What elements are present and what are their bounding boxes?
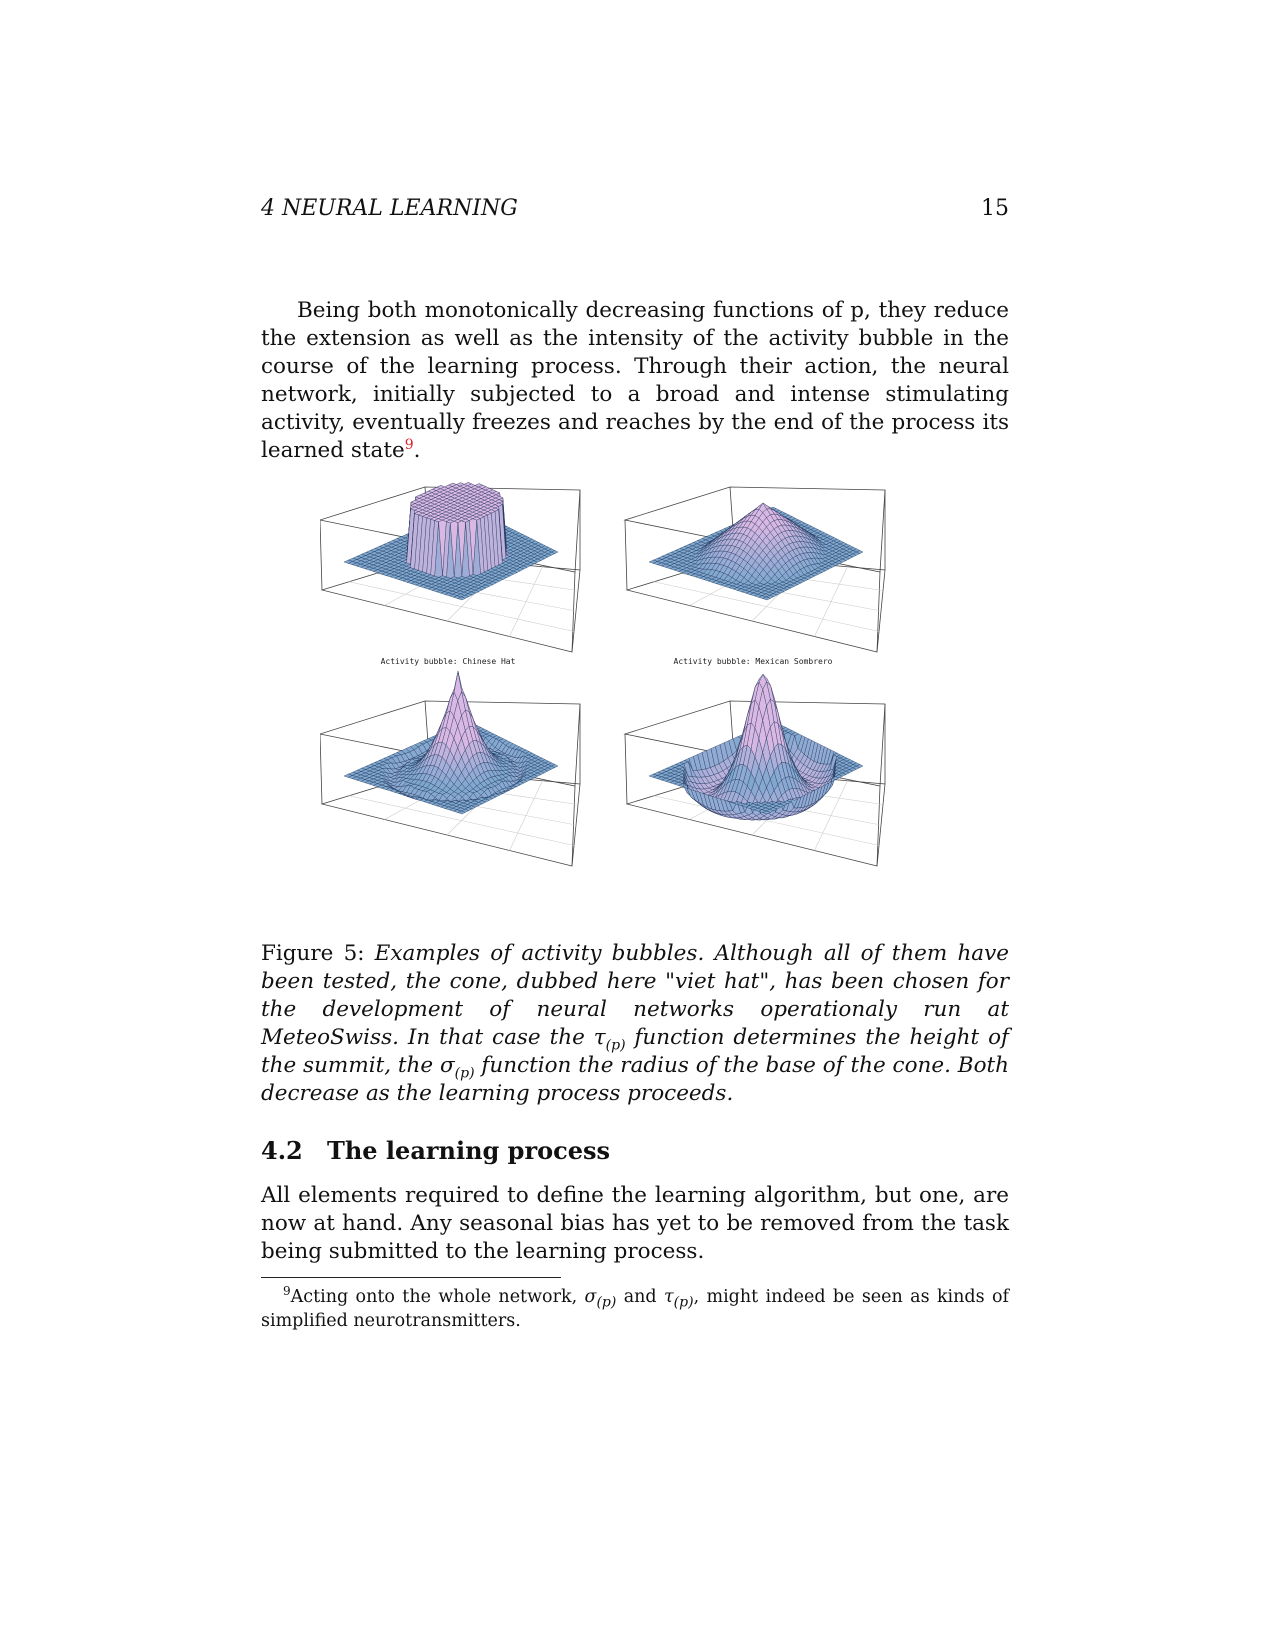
activity-bubble-plots <box>320 462 960 902</box>
plot-floor-grid <box>815 567 848 637</box>
plot-box-edge <box>625 520 627 590</box>
section-heading <box>261 1136 1009 1165</box>
footnote-tau: τ <box>663 1287 674 1307</box>
plot-floor-grid <box>510 567 543 637</box>
caption-text-3: function the radius of the base of the cone. Both decrease as the learning process proceeds. <box>261 1053 1009 1106</box>
intro-text: Being both monotonically decreasing functions of p, they reduce the extension as well as the intensity of the activity bubble in the course of the learning process. Through their action, the neural network, initially subjected to a broad and intense stimulating activity, eventually freezes and reaches by the end of the process its learned state <box>261 298 1009 463</box>
running-header <box>261 196 1009 221</box>
figure-5 <box>320 462 960 902</box>
caption-label: Figure 5: <box>261 941 365 966</box>
caption-text-2: function determines the height of the summit, the <box>261 1025 1009 1078</box>
plot-surface <box>344 482 558 600</box>
plot-panel-4 <box>625 657 885 866</box>
caption-text-1: Examples of activity bubbles. Although all of them have been tested, the cone, dubbed here "viet hat", has been chosen for the development of neural networks operationaly run at MeteoSwiss. In that case the <box>261 941 1009 1050</box>
footnote-mark: 9 <box>283 1284 291 1299</box>
section-paragraph: All elements required to define the learning algorithm, but one, are now at hand. Any seasonal bias has yet to be removed from the task being submitted to the learning process. <box>261 1183 1009 1264</box>
plot-floor-grid <box>510 781 543 851</box>
plot-title: Activity bubble: Chinese Hat <box>380 657 516 666</box>
footnote-reference[interactable]: 9 <box>404 436 414 453</box>
caption-sub-p: (p) <box>605 1037 626 1054</box>
page-number: 15 <box>981 196 1009 221</box>
plot-surface <box>649 503 863 600</box>
section-number: 4.2 <box>261 1136 303 1165</box>
caption-sigma: σ <box>439 1053 455 1078</box>
footnote-text-3: , might indeed be seen as kinds of simplified neurotransmitters. <box>261 1287 1009 1331</box>
plot-panel-3 <box>320 657 580 866</box>
plot-surface <box>649 674 863 820</box>
footnote-sub-p: (p) <box>596 1294 617 1311</box>
footnote <box>261 1285 1009 1333</box>
plot-box-edge <box>320 734 322 804</box>
section-title: The learning process <box>327 1136 611 1165</box>
plot-panel-2 <box>625 462 885 652</box>
plot-box-edge <box>320 520 322 590</box>
footnote-sub-p-2: (p) <box>673 1294 694 1311</box>
footnote-sigma: σ <box>584 1287 597 1307</box>
footnote-text-1: Acting onto the whole network, <box>290 1287 585 1307</box>
footnote-text-2: and <box>616 1287 664 1307</box>
plot-box-edge <box>625 734 627 804</box>
intro-paragraph <box>261 297 1009 465</box>
intro-end: . <box>413 438 421 463</box>
figure-caption <box>261 940 1009 1108</box>
plot-surface <box>344 671 558 814</box>
plot-panel-1 <box>320 462 580 652</box>
footnote-rule <box>261 1277 561 1278</box>
chapter-title: 4 NEURAL LEARNING <box>261 196 518 221</box>
caption-tau: τ <box>593 1025 606 1050</box>
caption-sub-p-2: (p) <box>454 1065 475 1082</box>
plot-title: Activity bubble: Mexican Sombrero <box>673 657 833 666</box>
